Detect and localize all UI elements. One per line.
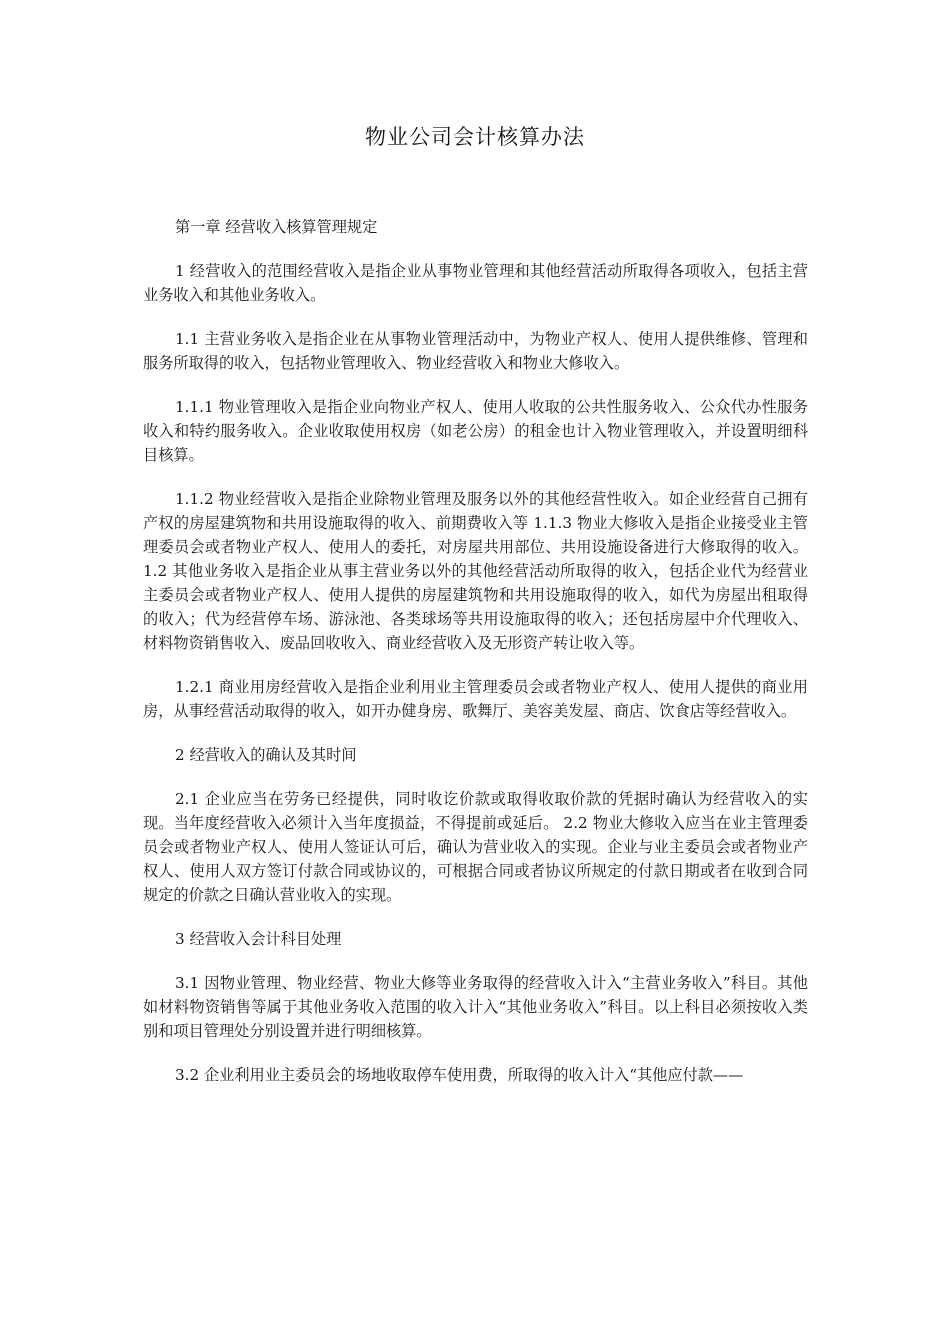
- paragraph-1-2-1: 1.2.1 商业用房经营收入是指企业利用业主管理委员会或者物业产权人、使用人提供的商业用房，从事经营活动取得的收入，如开办健身房、歌舞厅、美容美发屋、商店、饮食店等经营收入。: [143, 678, 808, 720]
- section-heading-3: 3 经营收入会计科目处理: [175, 930, 342, 948]
- paragraph-3-2: 3.2 企业利用业主委员会的场地收取停车使用费，所取得的收入计入“其他应付款——: [175, 1066, 744, 1084]
- paragraph-1-1: 1.1 主营业务收入是指企业在从事物业管理活动中，为物业产权人、使用人提供维修、管理和服务所取得的收入，包括物业管理收入、物业经营收入和物业大修收入。: [143, 330, 808, 372]
- paragraph-2-1: 2.1 企业应当在劳务已经提供，同时收讫价款或取得收取价款的凭据时确认为经营收入的实现。当年度经营收入必须计入当年度损益，不得提前或延后。 2.2 物业大修收入应当在业主管理委员会或者物业产权人、使用人签证认可后，确认为营业收入的实现。企业与业主委员会或者物业产权人、使用人双方签订付款合同或协议的，可根据合同或者协议所规定的付款日期或者在收到合同规定的价款之日确认营业收入的实现。: [143, 790, 808, 904]
- document-title: 物业公司会计核算办法: [365, 125, 585, 149]
- section-heading-2: 2 经营收入的确认及其时间: [175, 746, 357, 764]
- paragraph-1: 1 经营收入的范围经营收入是指企业从事物业管理和其他经营活动所取得各项收入，包括主营业务收入和其他业务收入。: [143, 262, 808, 304]
- paragraph-1-1-1: 1.1.1 物业管理收入是指企业向物业产权人、使用人收取的公共性服务收入、公众代办性服务收入和特约服务收入。企业收取使用权房（如老公房）的租金也计入物业管理收入，并设置明细科目核算。: [143, 398, 808, 464]
- document-body: [143, 215, 808, 1087]
- chapter-heading: 第一章 经营收入核算管理规定: [175, 218, 378, 236]
- paragraph-3-1: 3.1 因物业管理、物业经营、物业大修等业务取得的经营收入计入“主营业务收入”科目。其他如材料物资销售等属于其他业务收入范围的收入计入“其他业务收入”科目。以上科目必须按收入类别和项目管理处分别设置并进行明细核算。: [143, 974, 808, 1040]
- paragraph-1-1-2: 1.1.2 物业经营收入是指企业除物业管理及服务以外的其他经营性收入。如企业经营自己拥有产权的房屋建筑物和共用设施取得的收入、前期费收入等 1.1.3 物业大修收入是指企业接受业主管理委员会或者物业产权人、使用人的委托，对房屋共用部位、共用设施设备进行大修取得的收入。1.2 其他业务收入是指企业从事主营业务以外的其他经营活动所取得的收入，包括企业代为经营业主委员会或者物业产权人、使用人提供的房屋建筑物和共用设施取得的收入，如代为房屋出租取得的收入；代为经营停车场、游泳池、各类球场等共用设施取得的收入；还包括房屋中介代理收入、材料物资销售收入、废品回收收入、商业经营收入及无形资产转让收入等。: [143, 490, 808, 652]
